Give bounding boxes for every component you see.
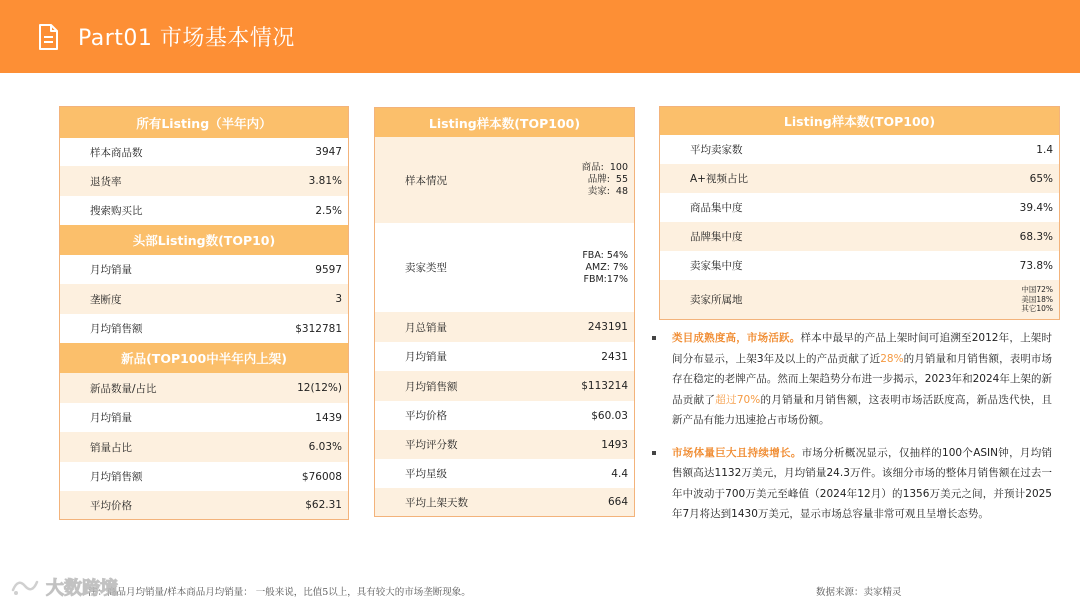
sample-row xyxy=(375,137,634,223)
section-title-text: 头部Listing数(TOP10) xyxy=(132,233,276,248)
table-row xyxy=(375,488,634,516)
table-row xyxy=(375,401,634,430)
seller-type-line: FBA: 54% xyxy=(582,249,628,261)
watermark-icon xyxy=(10,576,40,598)
table-row xyxy=(660,193,1059,222)
row-label: 销量占比 xyxy=(90,441,132,454)
location-line: 美国18% xyxy=(1021,294,1053,304)
paragraph-text: 的月销量和月销售额，表明市场存在稳定的老牌产品。然而上架趋势分布进一步揭示，2023年和2024年上架的新品贡献了 xyxy=(672,352,1053,406)
seller-type-row xyxy=(375,223,634,312)
section-title-text: 所有Listing（半年内） xyxy=(136,115,272,131)
row-value: 4.4 xyxy=(611,467,628,480)
row-label: 平均星级 xyxy=(405,468,447,480)
row-label: 月均销售额 xyxy=(405,380,458,393)
seller-type-line: FBM:17% xyxy=(583,273,628,285)
row-label: 样本情况 xyxy=(405,174,447,187)
row-value: 243191 xyxy=(587,321,628,333)
row-label: 退货率 xyxy=(90,175,122,188)
row-value: 3.81% xyxy=(308,175,342,187)
row-value: 12(12%) xyxy=(297,382,342,394)
header-bar xyxy=(0,0,1080,73)
sample-values xyxy=(582,162,634,198)
sample-value: 100 xyxy=(609,162,628,173)
paragraph-market-size xyxy=(652,443,1052,525)
row-label: 平均评分数 xyxy=(405,439,458,451)
all-listing-panel xyxy=(59,106,349,520)
table-row xyxy=(60,491,348,519)
row-label: 月均销量 xyxy=(90,412,132,424)
watermark-text: 大数跨境 xyxy=(46,578,118,599)
table-row xyxy=(660,222,1059,251)
paragraph-emphasis: 超过70% xyxy=(715,393,761,406)
paragraph-highlight: 市场体量巨大且持续增长。 xyxy=(672,446,802,459)
row-label: 垄断度 xyxy=(90,293,122,306)
row-value: $312781 xyxy=(295,322,342,335)
row-label: 搜索购买比 xyxy=(90,205,143,217)
row-label: 月均销量 xyxy=(90,264,132,276)
bullet-marker xyxy=(652,451,656,455)
row-label: 月均销售额 xyxy=(90,471,143,483)
row-value: $62.31 xyxy=(305,499,342,511)
table-row xyxy=(660,251,1059,280)
table-row xyxy=(60,403,348,432)
right-panel-title xyxy=(660,107,1059,135)
row-label: 商品集中度 xyxy=(690,202,743,214)
row-label: 月总销量 xyxy=(405,321,447,334)
sample-value: 55 xyxy=(615,174,628,185)
location-line: 其它10% xyxy=(1021,304,1053,314)
sample-value: 48 xyxy=(615,186,628,197)
document-icon xyxy=(34,23,62,51)
table-row xyxy=(60,373,348,403)
table-row xyxy=(60,314,348,343)
section-title-all-listing xyxy=(60,107,348,138)
table-row xyxy=(375,430,634,459)
panel-title-text: Listing样本数(TOP100) xyxy=(428,115,581,131)
data-source: 数据来源：卖家精灵 xyxy=(816,587,902,598)
row-label: 平均价格 xyxy=(405,410,447,422)
paragraph-market-maturity xyxy=(652,328,1052,431)
row-value: 2.5% xyxy=(315,204,342,217)
listing-sample-panel xyxy=(374,107,635,517)
seller-location-values xyxy=(1021,285,1059,314)
row-value: 68.3% xyxy=(1019,230,1053,243)
row-label: 卖家所属地 xyxy=(690,294,743,306)
row-value: $60.03 xyxy=(591,409,628,422)
paragraph-text: 市场分析概况显示，仅抽样的100个ASIN钟，月均销售额高达1132万美元，月均销量24.3万件。该细分市场的整体月销售额在过去一年中波动于700万美元至峰值（2024年12月）的1356万美元之间，并预计2025年7月将达到1430万美元，显示市场总容量非常可观且呈增长态势。 xyxy=(672,446,1052,520)
listing-sample-stats-panel xyxy=(659,106,1060,320)
row-value: 3947 xyxy=(315,146,342,158)
location-line: 中国72% xyxy=(1021,285,1053,295)
row-label: 卖家集中度 xyxy=(690,260,743,272)
paragraph-highlight: 类目成熟度高，市场活跃。 xyxy=(672,332,801,344)
sample-key: 品牌: xyxy=(587,174,610,185)
table-row xyxy=(60,432,348,462)
table-row xyxy=(60,166,348,196)
row-label: 卖家类型 xyxy=(405,262,447,274)
row-value: 65% xyxy=(1029,172,1053,185)
sample-line xyxy=(582,162,628,174)
table-row xyxy=(660,135,1059,164)
paragraph-emphasis: 28% xyxy=(880,352,904,365)
table-row xyxy=(375,459,634,488)
row-value: 6.03% xyxy=(308,441,342,453)
table-row xyxy=(60,196,348,225)
panel-title-text: Listing样本数(TOP100) xyxy=(783,114,936,129)
table-row xyxy=(660,164,1059,193)
paragraph-text: 的月销量和月销售额，这表明市场活跃度高，新品迭代快，且新产品有能力迅速抢占市场份额。 xyxy=(672,393,1053,426)
row-label: 品牌集中度 xyxy=(690,231,743,243)
table-row xyxy=(60,138,348,166)
footnote: 注：商品月均销量/样本商品月均销量： 一般来说，比值5以上，具有较大的市场垄断现象。 xyxy=(88,587,471,598)
row-value: 2431 xyxy=(601,350,628,363)
sample-key: 商品: xyxy=(581,162,604,173)
row-value: 664 xyxy=(607,496,628,508)
row-value: 9597 xyxy=(315,263,342,276)
table-row xyxy=(375,342,634,371)
analysis-text xyxy=(652,328,1052,525)
table-row xyxy=(60,462,348,491)
section-title-text: 新品(TOP100中半年内上架) xyxy=(121,351,287,366)
row-value: 3 xyxy=(335,293,342,305)
row-label: 新品数量/占比 xyxy=(90,382,157,395)
row-label: 平均卖家数 xyxy=(690,144,743,156)
page-title: Part01 市场基本情况 xyxy=(78,26,295,51)
row-value: 1439 xyxy=(315,411,342,424)
row-value: $113214 xyxy=(581,380,628,392)
table-row xyxy=(375,371,634,401)
row-label: 平均价格 xyxy=(90,499,132,512)
middle-panel-title xyxy=(375,108,634,137)
row-value: 39.4% xyxy=(1019,201,1053,214)
sample-line xyxy=(588,186,628,198)
row-label: 平均上架天数 xyxy=(405,496,468,509)
row-value: $76008 xyxy=(301,470,342,483)
row-label: 样本商品数 xyxy=(90,146,143,159)
sample-line xyxy=(588,174,628,186)
seller-location-row xyxy=(660,280,1059,319)
table-row xyxy=(375,312,634,342)
table-row xyxy=(60,255,348,284)
sample-key: 卖家: xyxy=(587,186,610,197)
row-label: 月均销量 xyxy=(405,351,447,363)
seller-type-values xyxy=(582,250,634,286)
paragraph-text: 样本中最早的产品上架时间可追溯至2012年，上架时间分布显示，上架3年及以上的产品贡献了近 xyxy=(672,332,1052,365)
row-label: 月均销售额 xyxy=(90,323,143,335)
section-title-top10 xyxy=(60,225,348,255)
row-label: A+视频占比 xyxy=(690,173,748,185)
row-value: 1.4 xyxy=(1036,143,1053,156)
watermark-logo xyxy=(10,574,118,600)
table-row xyxy=(60,284,348,314)
row-value: 73.8% xyxy=(1019,259,1053,272)
seller-type-line: AMZ: 7% xyxy=(585,261,628,273)
row-value: 1493 xyxy=(601,438,628,451)
section-title-new-products xyxy=(60,343,348,373)
bullet-marker xyxy=(652,336,656,340)
